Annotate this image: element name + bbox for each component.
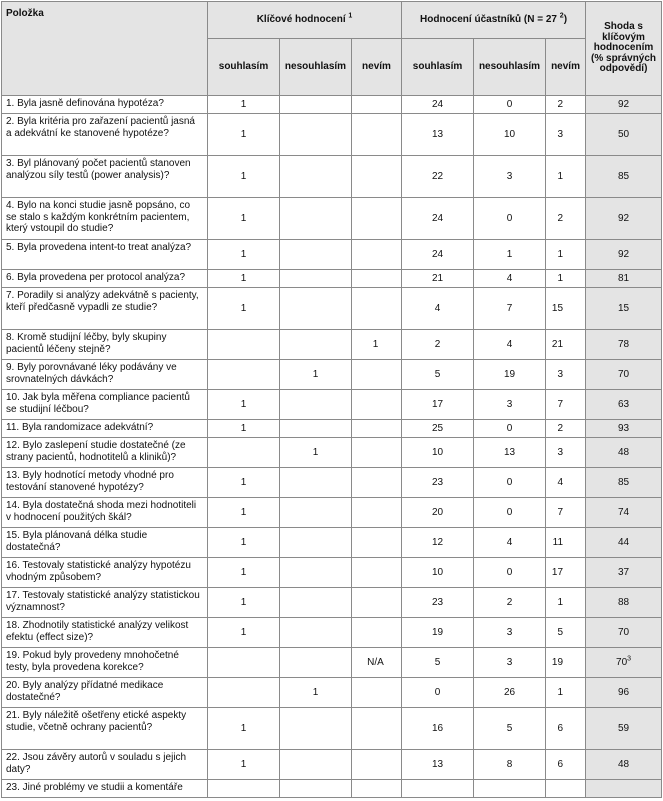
item-cell: 5. Byla provedena intent-to treat analýza? xyxy=(2,240,208,270)
key-agree-cell xyxy=(208,330,280,360)
participants-disagree-cell: 4 xyxy=(474,528,546,558)
key-agree-cell: 1 xyxy=(208,198,280,240)
key-agree-cell: 1 xyxy=(208,618,280,648)
participants-unknown-cell: 7 xyxy=(546,390,586,420)
participants-disagree-cell: 10 xyxy=(474,114,546,156)
participants-agree-cell: 24 xyxy=(402,240,474,270)
key-unknown-cell xyxy=(352,240,402,270)
key-unknown-cell xyxy=(352,468,402,498)
header-key-agree: souhlasím xyxy=(208,39,280,96)
key-agree-cell: 1 xyxy=(208,708,280,750)
participants-unknown-cell: 1 xyxy=(546,270,586,288)
key-agree-cell: 1 xyxy=(208,468,280,498)
header-item: Položka xyxy=(2,2,208,96)
participants-unknown-cell: 11 xyxy=(546,528,586,558)
agreement-value: 37 xyxy=(617,566,630,578)
agreement-value: 15 xyxy=(617,302,630,314)
agreement-cell xyxy=(586,558,662,588)
participants-unknown-cell: 19 xyxy=(546,648,586,678)
participants-unknown-cell: 17 xyxy=(546,558,586,588)
participants-unknown-cell: 1 xyxy=(546,156,586,198)
table-row xyxy=(2,498,662,528)
agreement-value: 70 xyxy=(616,656,628,668)
agreement-cell xyxy=(586,468,662,498)
header-key-unknown: nevím xyxy=(352,39,402,96)
participants-disagree-cell: 3 xyxy=(474,156,546,198)
table-row xyxy=(2,96,662,114)
agreement-cell xyxy=(586,96,662,114)
evaluation-table xyxy=(1,1,662,798)
participants-agree-cell xyxy=(402,780,474,798)
table-row xyxy=(2,114,662,156)
table-row xyxy=(2,288,662,330)
table-row xyxy=(2,678,662,708)
header-participants-agree: souhlasím xyxy=(402,39,474,96)
participants-agree-cell: 23 xyxy=(402,468,474,498)
key-unknown-cell: N/A xyxy=(352,648,402,678)
participants-disagree-cell: 0 xyxy=(474,420,546,438)
header-key-sup: 1 xyxy=(348,12,353,20)
agreement-value: 48 xyxy=(617,758,630,770)
participants-disagree-cell: 5 xyxy=(474,708,546,750)
item-cell: 17. Testovaly statistické analýzy statistickou významnost? xyxy=(2,588,208,618)
agreement-value: 92 xyxy=(617,98,630,110)
item-cell: 19. Pokud byly provedeny mnohočetné testy, byla provedena korekce? xyxy=(2,648,208,678)
participants-disagree-cell xyxy=(474,780,546,798)
table-row xyxy=(2,708,662,750)
key-unknown-cell xyxy=(352,780,402,798)
key-unknown-cell: 1 xyxy=(352,330,402,360)
table-row xyxy=(2,558,662,588)
participants-agree-cell: 5 xyxy=(402,648,474,678)
key-unknown-cell xyxy=(352,198,402,240)
item-cell: 13. Byly hodnotící metody vhodné pro testování stanovené hypotézy? xyxy=(2,468,208,498)
participants-agree-cell: 22 xyxy=(402,156,474,198)
table-row xyxy=(2,156,662,198)
participants-unknown-cell: 15 xyxy=(546,288,586,330)
key-disagree-cell xyxy=(280,96,352,114)
agreement-value: 48 xyxy=(617,446,630,458)
key-unknown-cell xyxy=(352,588,402,618)
key-disagree-cell xyxy=(280,588,352,618)
key-unknown-cell xyxy=(352,678,402,708)
table-row xyxy=(2,330,662,360)
item-cell: 12. Bylo zaslepení studie dostatečné (ze strany pacientů, hodnotitelů a kliniků)? xyxy=(2,438,208,468)
key-disagree-cell xyxy=(280,240,352,270)
header-key-rating xyxy=(208,2,402,39)
key-disagree-cell xyxy=(280,288,352,330)
participants-unknown-cell: 2 xyxy=(546,420,586,438)
participants-disagree-cell: 7 xyxy=(474,288,546,330)
agreement-cell xyxy=(586,360,662,390)
table-row xyxy=(2,750,662,780)
key-agree-cell: 1 xyxy=(208,750,280,780)
agreement-cell xyxy=(586,390,662,420)
participants-disagree-cell: 3 xyxy=(474,390,546,420)
item-cell: 11. Byla randomizace adekvátní? xyxy=(2,420,208,438)
participants-disagree-cell: 4 xyxy=(474,270,546,288)
agreement-value: 44 xyxy=(617,536,630,548)
table-row xyxy=(2,240,662,270)
key-disagree-cell xyxy=(280,708,352,750)
agreement-cell xyxy=(586,114,662,156)
key-disagree-cell xyxy=(280,618,352,648)
agreement-cell xyxy=(586,780,662,798)
agreement-cell xyxy=(586,156,662,198)
participants-unknown-cell: 3 xyxy=(546,360,586,390)
agreement-cell xyxy=(586,750,662,780)
table-row xyxy=(2,360,662,390)
item-cell: 20. Byly analýzy přídatné medikace dostatečné? xyxy=(2,678,208,708)
participants-agree-cell: 4 xyxy=(402,288,474,330)
key-disagree-cell xyxy=(280,270,352,288)
participants-disagree-cell: 1 xyxy=(474,240,546,270)
participants-disagree-cell: 0 xyxy=(474,468,546,498)
key-agree-cell: 1 xyxy=(208,96,280,114)
key-unknown-cell xyxy=(352,438,402,468)
table-row xyxy=(2,438,662,468)
participants-disagree-cell: 0 xyxy=(474,558,546,588)
participants-unknown-cell: 1 xyxy=(546,678,586,708)
key-unknown-cell xyxy=(352,498,402,528)
participants-agree-cell: 23 xyxy=(402,588,474,618)
header-participants-rating xyxy=(402,2,586,39)
key-agree-cell: 1 xyxy=(208,390,280,420)
participants-agree-cell: 21 xyxy=(402,270,474,288)
table-row xyxy=(2,780,662,798)
participants-disagree-cell: 13 xyxy=(474,438,546,468)
key-unknown-cell xyxy=(352,96,402,114)
agreement-cell xyxy=(586,288,662,330)
participants-agree-cell: 0 xyxy=(402,678,474,708)
agreement-value: 92 xyxy=(617,248,630,260)
item-cell: 16. Testovaly statistické analýzy hypotézu vhodným způsobem? xyxy=(2,558,208,588)
key-agree-cell: 1 xyxy=(208,288,280,330)
participants-agree-cell: 20 xyxy=(402,498,474,528)
key-agree-cell xyxy=(208,360,280,390)
table-body xyxy=(2,96,662,798)
agreement-value: 63 xyxy=(617,398,630,410)
key-disagree-cell: 1 xyxy=(280,678,352,708)
key-unknown-cell xyxy=(352,156,402,198)
key-agree-cell xyxy=(208,780,280,798)
participants-unknown-cell: 1 xyxy=(546,240,586,270)
header-key-text: Klíčové hodnocení xyxy=(256,14,346,26)
key-agree-cell: 1 xyxy=(208,114,280,156)
key-unknown-cell xyxy=(352,360,402,390)
participants-agree-cell: 19 xyxy=(402,618,474,648)
agreement-value: 85 xyxy=(617,170,630,182)
item-cell: 2. Byla kritéria pro zařazení pacientů jasná a adekvátní ke stanovené hypotéze? xyxy=(2,114,208,156)
header-key-disagree: nesouhlasím xyxy=(280,39,352,96)
key-disagree-cell: 1 xyxy=(280,438,352,468)
key-agree-cell xyxy=(208,648,280,678)
participants-agree-cell: 16 xyxy=(402,708,474,750)
key-agree-cell xyxy=(208,438,280,468)
participants-agree-cell: 17 xyxy=(402,390,474,420)
participants-agree-cell: 25 xyxy=(402,420,474,438)
agreement-cell xyxy=(586,678,662,708)
key-agree-cell: 1 xyxy=(208,558,280,588)
agreement-value: 50 xyxy=(617,128,630,140)
agreement-value: 92 xyxy=(617,212,630,224)
agreement-cell xyxy=(586,528,662,558)
participants-agree-cell: 13 xyxy=(402,114,474,156)
item-cell: 23. Jiné problémy ve studii a komentáře xyxy=(2,780,208,798)
key-agree-cell xyxy=(208,678,280,708)
agreement-value: 78 xyxy=(617,338,630,350)
header-participants-end: ) xyxy=(563,14,568,26)
agreement-cell xyxy=(586,420,662,438)
agreement-cell xyxy=(586,330,662,360)
agreement-value: 59 xyxy=(617,722,630,734)
key-disagree-cell xyxy=(280,498,352,528)
participants-unknown-cell: 3 xyxy=(546,114,586,156)
agreement-value: 93 xyxy=(617,422,630,434)
table-row xyxy=(2,468,662,498)
item-cell: 21. Byly náležitě ošetřeny etické aspekty studie, včetně ochrany pacientů? xyxy=(2,708,208,750)
participants-unknown-cell: 4 xyxy=(546,468,586,498)
participants-disagree-cell: 3 xyxy=(474,618,546,648)
table-row xyxy=(2,420,662,438)
key-disagree-cell xyxy=(280,156,352,198)
header-participants-sup: 2 xyxy=(559,12,564,20)
key-unknown-cell xyxy=(352,558,402,588)
table-row xyxy=(2,528,662,558)
participants-agree-cell: 12 xyxy=(402,528,474,558)
key-agree-cell: 1 xyxy=(208,420,280,438)
agreement-value: 81 xyxy=(617,272,630,284)
item-cell: 15. Byla plánovaná délka studie dostatečná? xyxy=(2,528,208,558)
agreement-cell xyxy=(586,648,662,678)
participants-agree-cell: 10 xyxy=(402,558,474,588)
participants-disagree-cell: 26 xyxy=(474,678,546,708)
key-disagree-cell xyxy=(280,198,352,240)
header-agreement: Shoda s klíčovým hodnocením (% správných odpovědí) xyxy=(586,2,662,96)
header-participants-unknown: nevím xyxy=(546,39,586,96)
participants-unknown-cell: 5 xyxy=(546,618,586,648)
key-disagree-cell xyxy=(280,420,352,438)
key-disagree-cell xyxy=(280,390,352,420)
item-cell: 18. Zhodnotily statistické analýzy velikost efektu (effect size)? xyxy=(2,618,208,648)
key-disagree-cell xyxy=(280,468,352,498)
item-cell: 22. Jsou závěry autorů v souladu s jejich daty? xyxy=(2,750,208,780)
table-row xyxy=(2,588,662,618)
agreement-value: 96 xyxy=(617,686,630,698)
key-unknown-cell xyxy=(352,420,402,438)
key-unknown-cell xyxy=(352,270,402,288)
key-agree-cell: 1 xyxy=(208,528,280,558)
header-participants-text: Hodnocení účastníků (N = 27 xyxy=(420,14,557,26)
agreement-cell xyxy=(586,498,662,528)
participants-agree-cell: 24 xyxy=(402,198,474,240)
key-disagree-cell xyxy=(280,558,352,588)
agreement-value: 88 xyxy=(617,596,630,608)
key-unknown-cell xyxy=(352,528,402,558)
key-agree-cell: 1 xyxy=(208,156,280,198)
participants-disagree-cell: 2 xyxy=(474,588,546,618)
key-disagree-cell xyxy=(280,780,352,798)
key-unknown-cell xyxy=(352,708,402,750)
key-unknown-cell xyxy=(352,114,402,156)
agreement-cell xyxy=(586,270,662,288)
participants-unknown-cell: 6 xyxy=(546,708,586,750)
key-unknown-cell xyxy=(352,288,402,330)
agreement-value: 85 xyxy=(617,476,630,488)
agreement-cell xyxy=(586,240,662,270)
item-cell: 4. Bylo na konci studie jasně popsáno, co se stalo s každým konkrétním pacientem, který vstoupil do studie? xyxy=(2,198,208,240)
agreement-value: 70 xyxy=(617,626,630,638)
header-participants-disagree: nesouhlasím xyxy=(474,39,546,96)
key-disagree-cell xyxy=(280,750,352,780)
key-disagree-cell xyxy=(280,528,352,558)
table-row xyxy=(2,270,662,288)
item-cell: 14. Byla dostatečná shoda mezi hodnotiteli v hodnocení použitých škál? xyxy=(2,498,208,528)
item-cell: 8. Kromě studijní léčby, byly skupiny pacientů léčeny stejně? xyxy=(2,330,208,360)
participants-disagree-cell: 19 xyxy=(474,360,546,390)
participants-disagree-cell: 8 xyxy=(474,750,546,780)
participants-disagree-cell: 3 xyxy=(474,648,546,678)
agreement-value: 70 xyxy=(617,368,630,380)
item-cell: 1. Byla jasně definována hypotéza? xyxy=(2,96,208,114)
agreement-footnote: 3 xyxy=(627,655,632,663)
participants-unknown-cell: 7 xyxy=(546,498,586,528)
participants-unknown-cell: 21 xyxy=(546,330,586,360)
key-unknown-cell xyxy=(352,750,402,780)
header-row-top xyxy=(2,2,662,39)
key-agree-cell: 1 xyxy=(208,498,280,528)
participants-agree-cell: 13 xyxy=(402,750,474,780)
agreement-cell xyxy=(586,618,662,648)
table-row xyxy=(2,618,662,648)
item-cell: 7. Poradily si analýzy adekvátně s pacienty, kteří předčasně vypadli ze studie? xyxy=(2,288,208,330)
participants-unknown-cell: 2 xyxy=(546,198,586,240)
agreement-cell xyxy=(586,708,662,750)
participants-unknown-cell xyxy=(546,780,586,798)
key-unknown-cell xyxy=(352,618,402,648)
agreement-cell xyxy=(586,588,662,618)
participants-disagree-cell: 0 xyxy=(474,198,546,240)
agreement-cell xyxy=(586,198,662,240)
participants-unknown-cell: 6 xyxy=(546,750,586,780)
participants-agree-cell: 10 xyxy=(402,438,474,468)
table-row xyxy=(2,198,662,240)
agreement-value: 74 xyxy=(617,506,630,518)
table-row xyxy=(2,390,662,420)
key-disagree-cell xyxy=(280,330,352,360)
item-cell: 9. Byly porovnávané léky podávány ve srovnatelných dávkách? xyxy=(2,360,208,390)
participants-agree-cell: 2 xyxy=(402,330,474,360)
participants-unknown-cell: 2 xyxy=(546,96,586,114)
table-row xyxy=(2,648,662,678)
item-cell: 10. Jak byla měřena compliance pacientů se studijní léčbou? xyxy=(2,390,208,420)
key-disagree-cell: 1 xyxy=(280,360,352,390)
participants-disagree-cell: 0 xyxy=(474,498,546,528)
key-disagree-cell xyxy=(280,648,352,678)
item-cell: 3. Byl plánovaný počet pacientů stanoven analýzou síly testů (power analysis)? xyxy=(2,156,208,198)
participants-agree-cell: 5 xyxy=(402,360,474,390)
key-unknown-cell xyxy=(352,390,402,420)
agreement-cell xyxy=(586,438,662,468)
participants-unknown-cell: 3 xyxy=(546,438,586,468)
participants-agree-cell: 24 xyxy=(402,96,474,114)
key-agree-cell: 1 xyxy=(208,588,280,618)
key-agree-cell: 1 xyxy=(208,240,280,270)
key-agree-cell: 1 xyxy=(208,270,280,288)
participants-disagree-cell: 4 xyxy=(474,330,546,360)
participants-unknown-cell: 1 xyxy=(546,588,586,618)
participants-disagree-cell: 0 xyxy=(474,96,546,114)
key-disagree-cell xyxy=(280,114,352,156)
item-cell: 6. Byla provedena per protocol analýza? xyxy=(2,270,208,288)
